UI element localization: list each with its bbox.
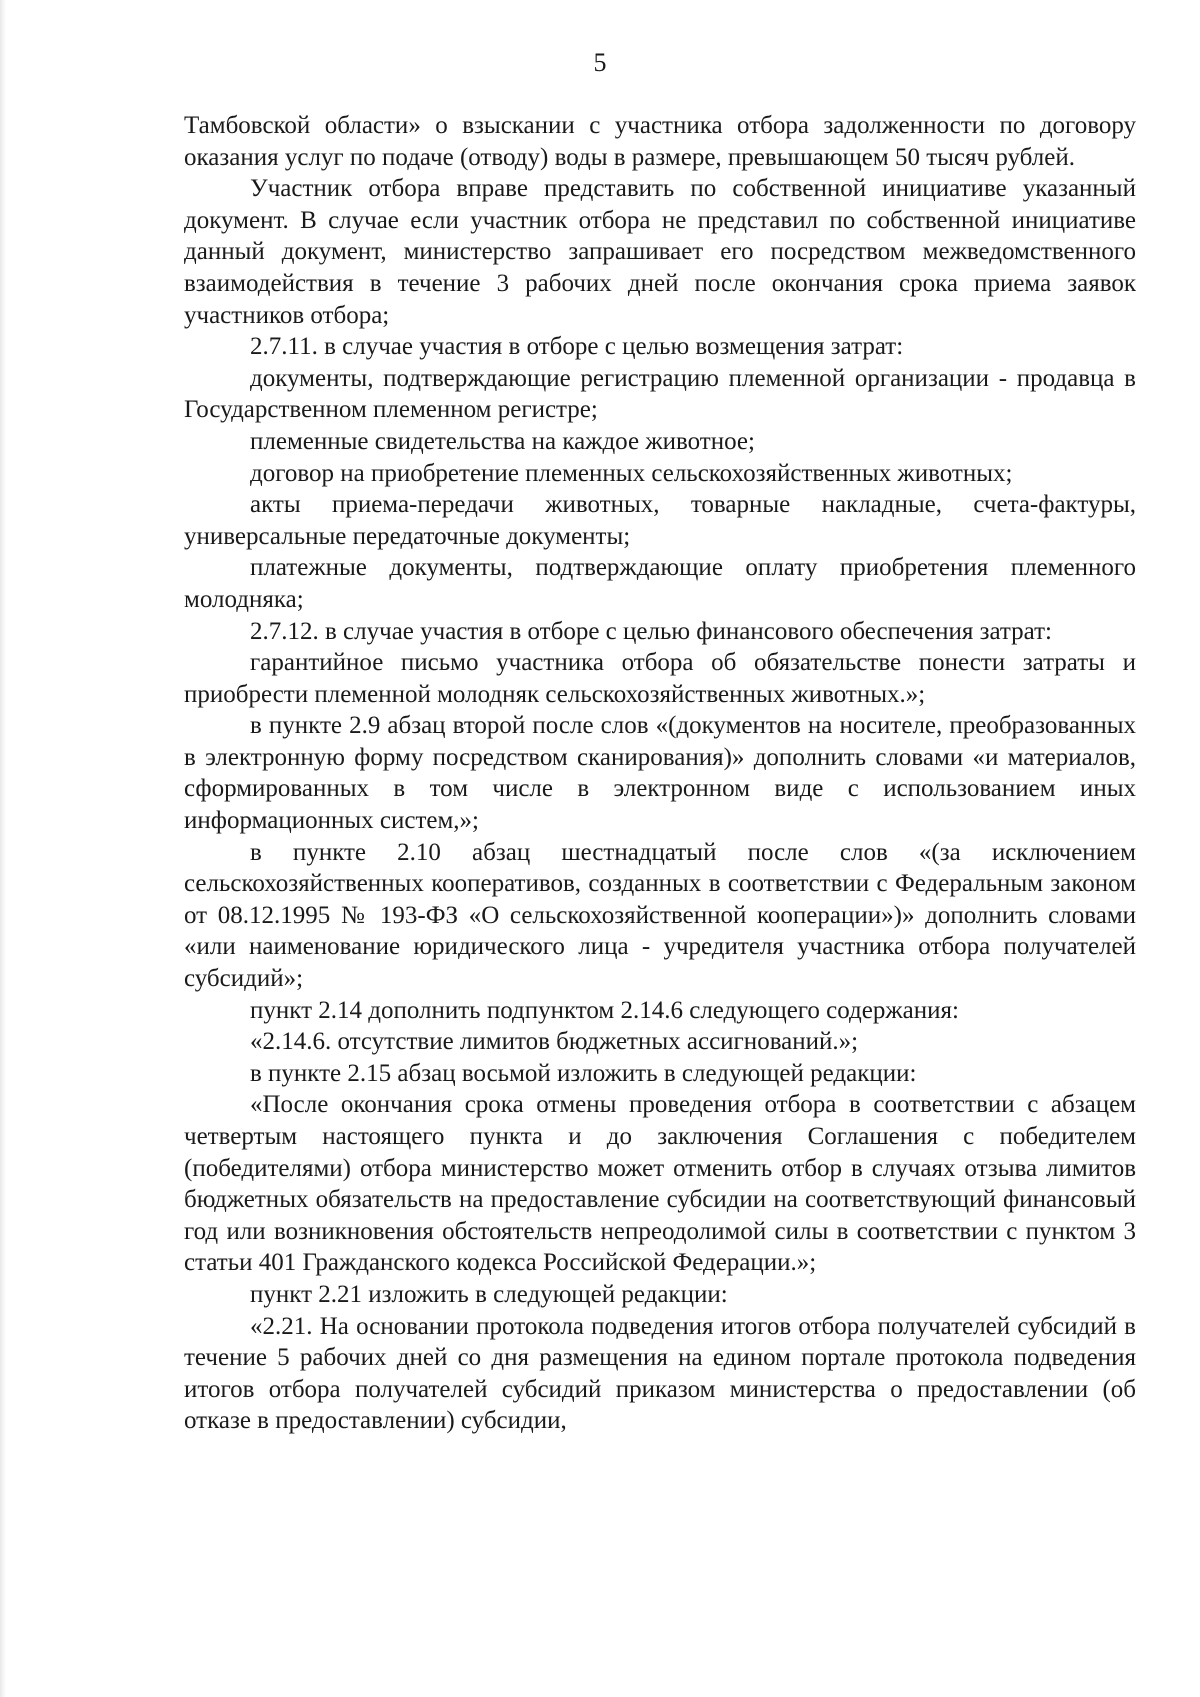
paragraph: «2.14.6. отсутствие лимитов бюджетных ассигнований.»;: [250, 1028, 859, 1056]
paragraph: Тамбовской области» о взыскании с участника отбора задолженности по договору оказания услуг по подаче (отводу) воды в размере, превышающем 50 тысяч рублей.: [184, 112, 1136, 171]
paragraph: в пункте 2.9 абзац второй после слов «(документов на носителе, преобразованных в электронную форму посредством сканирования)» дополнить словами «и материалов, сформированных в том числе в электронном виде с использованием иных информационных систем,»;: [184, 712, 1136, 835]
paragraph: Участник отбора вправе представить по собственной инициативе указанный документ. В случае если участник отбора не представил по собственной инициативе данный документ, министерство запрашивает его посредством межведомственного взаимодействия в течение 3 рабочих дней после окончания срока приема заявок участников отбора;: [184, 175, 1136, 329]
document-body: [184, 110, 1136, 1437]
paragraph: племенные свидетельства на каждое животное;: [250, 427, 755, 455]
page-number: 5: [593, 48, 607, 77]
paragraph: гарантийное письмо участника отбора об обязательстве понести затраты и приобрести племенной молодняк сельскохозяйственных животных.»;: [184, 649, 1136, 708]
paragraph: документы, подтверждающие регистрацию племенной организации - продавца в Государственном племенном регистре;: [184, 364, 1136, 424]
paragraph: акты приема-передачи животных, товарные накладные, счета-фактуры, универсальные передаточные документы;: [184, 491, 1136, 550]
paragraph: пункт 2.21 изложить в следующей редакции:: [250, 1280, 728, 1308]
paragraph: в пункте 2.15 абзац восьмой изложить в следующей редакции:: [250, 1059, 917, 1087]
scan-edge: [0, 0, 6, 1697]
paragraph: платежные документы, подтверждающие оплату приобретения племенного молодняка;: [184, 554, 1136, 613]
paragraph: 2.7.11. в случае участия в отборе с целью возмещения затрат:: [250, 333, 904, 361]
paragraph: «2.21. На основании протокола подведения итогов отбора получателей субсидий в течение 5 рабочих дней со дня размещения на едином портале протокола подведения итогов отбора получателей субсидий приказом министерства о предоставлении (об отказе в предоставлении) субсидии,: [184, 1312, 1136, 1435]
paragraph: в пункте 2.10 абзац шестнадцатый после слов «(за исключением сельскохозяйственных кооперативов, созданных в соответствии с Федеральным законом от 08.12.1995 № 193-ФЗ «О сельскохозяйственной кооперации»)» дополнить словами «или наименование юридического лица - учредителя участника отбора получателей субсидий»;: [184, 838, 1136, 993]
paragraph: «После окончания срока отмены проведения отбора в соответствии с абзацем четвертым настоящего пункта и до заключения Соглашения с победителем (победителями) отбора министерство может отменить отбор в случаях отзыва лимитов бюджетных обязательств на предоставление субсидии на соответствующий финансовый год или возникновения обстоятельств непреодолимой силы в соответствии с пунктом 3 статьи 401 Гражданского кодекса Российской Федерации.»;: [184, 1091, 1136, 1277]
paragraph: пункт 2.14 дополнить подпунктом 2.14.6 следующего содержания:: [250, 996, 959, 1024]
paragraph: договор на приобретение племенных сельскохозяйственных животных;: [250, 459, 1013, 487]
paragraph: 2.7.12. в случае участия в отборе с целью финансового обеспечения затрат:: [250, 617, 1052, 645]
